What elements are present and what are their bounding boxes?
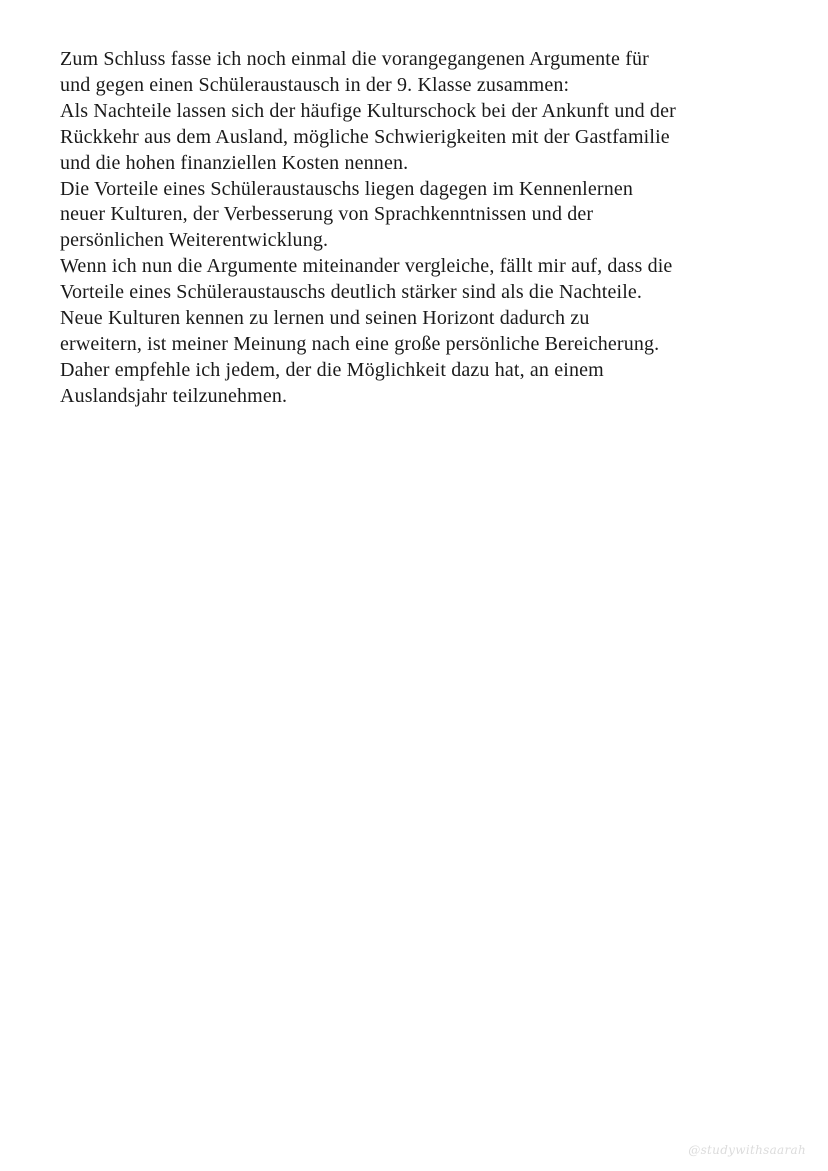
text-line: Die Vorteile eines Schüleraustauschs liegen dagegen im Kennenlernen <box>60 177 634 200</box>
text-line: persönlichen Weiterentwicklung. <box>60 229 329 252</box>
text-line: neuer Kulturen, der Verbesserung von Sprachkenntnissen und der <box>60 203 594 226</box>
text-line: Daher empfehle ich jedem, der die Möglichkeit dazu hat, an einem <box>60 358 604 381</box>
text-line: Rückkehr aus dem Ausland, mögliche Schwierigkeiten mit der Gastfamilie <box>60 125 670 148</box>
text-line: Als Nachteile lassen sich der häufige Kulturschock bei der Ankunft und der <box>60 99 676 122</box>
text-line: erweitern, ist meiner Meinung nach eine große persönliche Bereicherung. <box>60 332 660 355</box>
text-line: Vorteile eines Schüleraustauschs deutlich stärker sind als die Nachteile. <box>60 281 643 304</box>
text-line: Auslandsjahr teilzunehmen. <box>60 384 288 407</box>
watermark: @studywithsaarah <box>688 1143 806 1157</box>
conclusion-text <box>60 47 790 410</box>
text-line: und gegen einen Schüleraustausch in der 9. Klasse zusammen: <box>60 73 570 96</box>
text-line: Neue Kulturen kennen zu lernen und seinen Horizont dadurch zu <box>60 307 590 330</box>
text-line: und die hohen finanziellen Kosten nennen. <box>60 151 409 174</box>
text-line: Zum Schluss fasse ich noch einmal die vorangegangenen Argumente für <box>60 48 649 70</box>
text-line: Wenn ich nun die Argumente miteinander vergleiche, fällt mir auf, dass die <box>60 255 673 278</box>
